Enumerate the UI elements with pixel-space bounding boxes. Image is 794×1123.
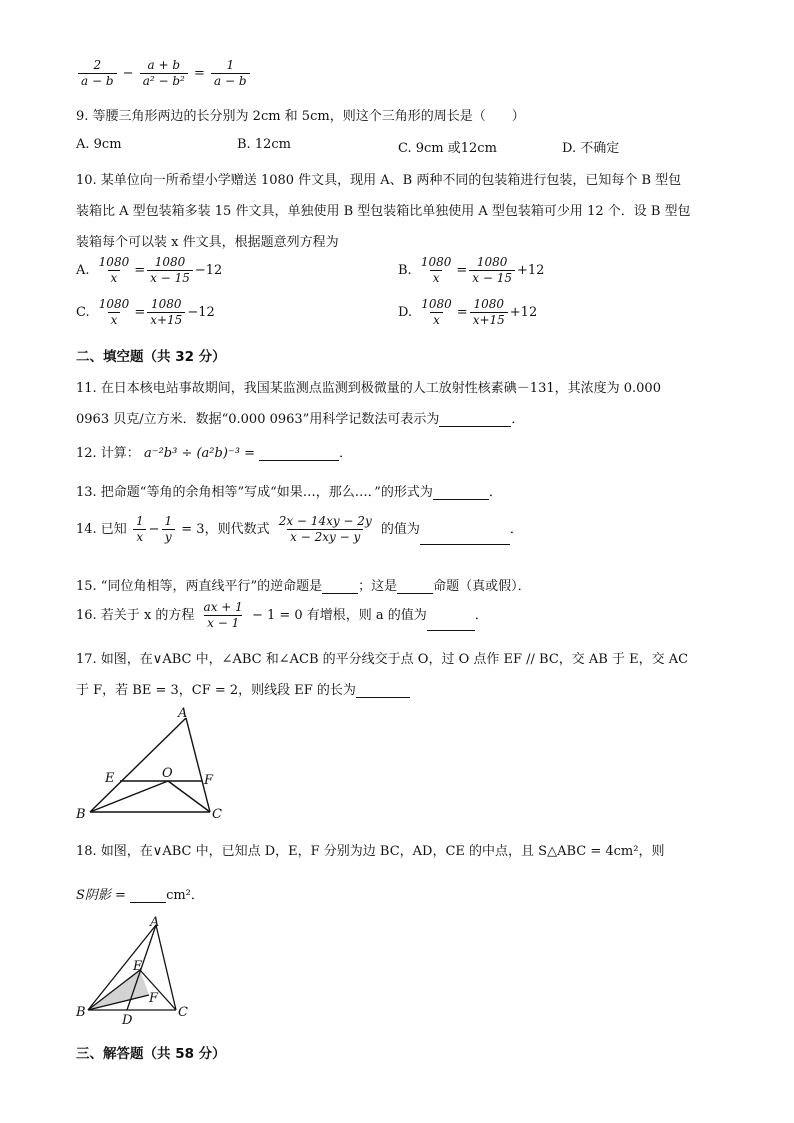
numerator: 2x − 14xy − 2y: [278, 514, 372, 528]
denominator: x: [430, 312, 443, 328]
q10-option-b: [398, 255, 544, 286]
section-2-heading: 二、填空题（共 32 分）: [76, 349, 226, 365]
unit: cm²．: [166, 888, 204, 903]
section-3-heading: 三、解答题（共 58 分）: [76, 1046, 226, 1062]
numerator: 1: [164, 514, 173, 528]
triangle-figure-17: [70, 702, 240, 824]
question-text: 命题（真或假）．: [433, 579, 531, 594]
question-15: [76, 575, 531, 594]
numerator: 1080: [98, 255, 130, 269]
question-17-line-2: [76, 679, 410, 698]
numerator: 1080: [421, 297, 452, 311]
numerator: 1080: [420, 255, 452, 269]
question-11-line-2: 0963 贝克/立方米．数据“0.000 0963”用科学记数法可表示为 ．: [76, 412, 525, 427]
q9-option-b: B. 12cm: [237, 137, 291, 152]
term: −12: [194, 263, 223, 278]
denominator: x − 15: [147, 270, 193, 286]
q10-option-c: [76, 297, 215, 328]
question-10-line-1: 10. 某单位向一所希望小学赠送 1080 件文具，现用 A、B 两种不同的包装箱进行包装，已知每个 B 型包: [76, 173, 682, 188]
numerator: 1: [135, 514, 144, 528]
denominator: a² − b²: [140, 73, 188, 89]
label-c: C: [212, 807, 222, 822]
question-10-line-3: 装箱每个可以装 x 件文具，根据题意列方程为: [76, 235, 339, 250]
question-11-line-1: 11. 在日本核电站事故期间，我国某监测点监测到极微量的人工放射性核素碘－131，其浓度为 0.000: [76, 381, 661, 396]
question-16: [76, 600, 488, 631]
numerator: 1080: [98, 297, 130, 311]
question-text: − 1 = 0 有增根，则 a 的值为: [251, 608, 427, 623]
question-text: 16. 若关于 x 的方程: [76, 608, 195, 623]
label-c: C: [178, 1005, 188, 1020]
q9-option-d: D. 不确定: [562, 141, 620, 156]
denominator: x: [430, 270, 443, 286]
triangle-figure-18: [70, 912, 200, 1027]
question-9-stem: 9. 等腰三角形两边的长分别为 2cm 和 5cm，则这个三角形的周长是（ ）: [76, 109, 525, 124]
operator: =: [194, 66, 205, 81]
denominator: x+15: [147, 312, 185, 328]
label-b: B: [76, 807, 86, 822]
label-b: B: [76, 1005, 86, 1020]
question-18-line-2: [76, 884, 204, 903]
denominator: x: [108, 312, 121, 328]
option-label: D.: [398, 305, 413, 320]
answer-blank: [356, 685, 410, 698]
operator: =: [456, 263, 468, 278]
question-text: 15. “同位角相等，两直线平行”的逆命题是: [76, 579, 323, 594]
numerator: 1080: [154, 255, 186, 269]
label-f: F: [204, 773, 214, 788]
denominator: a − b: [211, 73, 250, 89]
denominator: x: [108, 270, 121, 286]
answer-blank-2: [397, 581, 433, 594]
operator: =: [134, 263, 146, 278]
answer-blank: [130, 890, 166, 903]
question-14: 14. 已知 $\frac{1}{x}$ − $\frac{1}{y}$ = 3，则代数式 $\frac{2x - 14xy - 2y}{x - 2xy - y}$ 的值为 ．: [76, 514, 523, 544]
math-expression: S阴影 =: [76, 888, 126, 903]
option-label: A.: [76, 263, 90, 278]
punctuation: ．: [339, 446, 353, 461]
math-expression: a⁻²b³ ÷ (a²b)⁻³ =: [143, 446, 255, 461]
operator: −: [122, 66, 134, 81]
numerator: 1: [226, 58, 235, 72]
operator: −: [148, 522, 160, 537]
option-label: C.: [76, 305, 90, 320]
numerator: 1080: [476, 255, 508, 269]
term: +12: [509, 305, 538, 320]
answer-blank: [439, 414, 511, 427]
term: +12: [517, 263, 545, 278]
question-17-line-1: 17. 如图，在∨ABC 中，∠ABC 和∠ACB 的平分线交于点 O，过 O 点作 EF // BC，交 AB 于 E，交 AC: [76, 652, 689, 667]
question-text: 12. 计算：: [76, 446, 140, 461]
question-text: = 3，则代数式: [181, 522, 270, 537]
denominator: x: [133, 529, 146, 545]
question-18-line-1: 18. 如图，在∨ABC 中，已知点 D，E，F 分别为边 BC，AD，CE 的中点，且 S△ABC = 4cm²，则: [76, 844, 665, 859]
label-f: F: [149, 991, 159, 1006]
question-text: ；这是: [358, 579, 398, 594]
q10-option-d: [398, 297, 537, 328]
operator: =: [456, 305, 468, 320]
denominator: a − b: [78, 73, 117, 89]
answer-blank: [420, 532, 510, 545]
numerator: 2: [93, 58, 102, 72]
denominator: x − 1: [204, 615, 242, 631]
denominator: x − 15: [469, 270, 515, 286]
denominator: x+15: [470, 312, 508, 328]
question-text: 的值为: [380, 522, 420, 537]
label-e: E: [133, 959, 143, 974]
punctuation: ．: [474, 608, 488, 623]
q10-option-a: [76, 255, 222, 286]
question-text: 14. 已知: [76, 522, 127, 537]
question-12: [76, 442, 352, 461]
question-10-line-2: 装箱比 A 型包装箱多装 15 件文具，单独使用 B 型包装箱比单独使用 A 型包装箱可少用 12 个．设 B 型包: [76, 204, 691, 219]
answer-blank: [259, 448, 339, 461]
term: −12: [187, 305, 215, 320]
numerator: ax + 1: [203, 600, 243, 614]
question-text: 13. 把命题“等角的余角相等”写成“如果…，那么…．”的形式为: [76, 485, 433, 500]
question-text: 0963 贝克/立方米．数据“0.000 0963”用科学记数法可表示为: [76, 412, 440, 427]
answer-blank-1: [322, 581, 358, 594]
numerator: a + b: [147, 58, 181, 72]
fraction-equation: [76, 58, 252, 89]
q9-option-c: C. 9cm 或12cm: [398, 141, 497, 156]
label-e: E: [105, 771, 115, 786]
operator: =: [134, 305, 146, 320]
q9-option-a: A. 9cm: [76, 137, 122, 152]
label-a: A: [178, 706, 188, 721]
option-label: B.: [398, 263, 412, 278]
label-a: A: [150, 915, 160, 930]
question-text: 于 F，若 BE = 3，CF = 2，则线段 EF 的长为: [76, 683, 356, 698]
label-d: D: [122, 1013, 133, 1027]
answer-blank: [427, 618, 475, 631]
denominator: y: [162, 529, 175, 545]
numerator: 1080: [473, 297, 504, 311]
question-13: 13. 把命题“等角的余角相等”写成“如果…，那么…．”的形式为 ．: [76, 485, 502, 500]
numerator: 1080: [150, 297, 182, 311]
denominator: x − 2xy − y: [287, 529, 363, 545]
label-o: O: [162, 766, 173, 781]
answer-blank: [433, 487, 489, 500]
